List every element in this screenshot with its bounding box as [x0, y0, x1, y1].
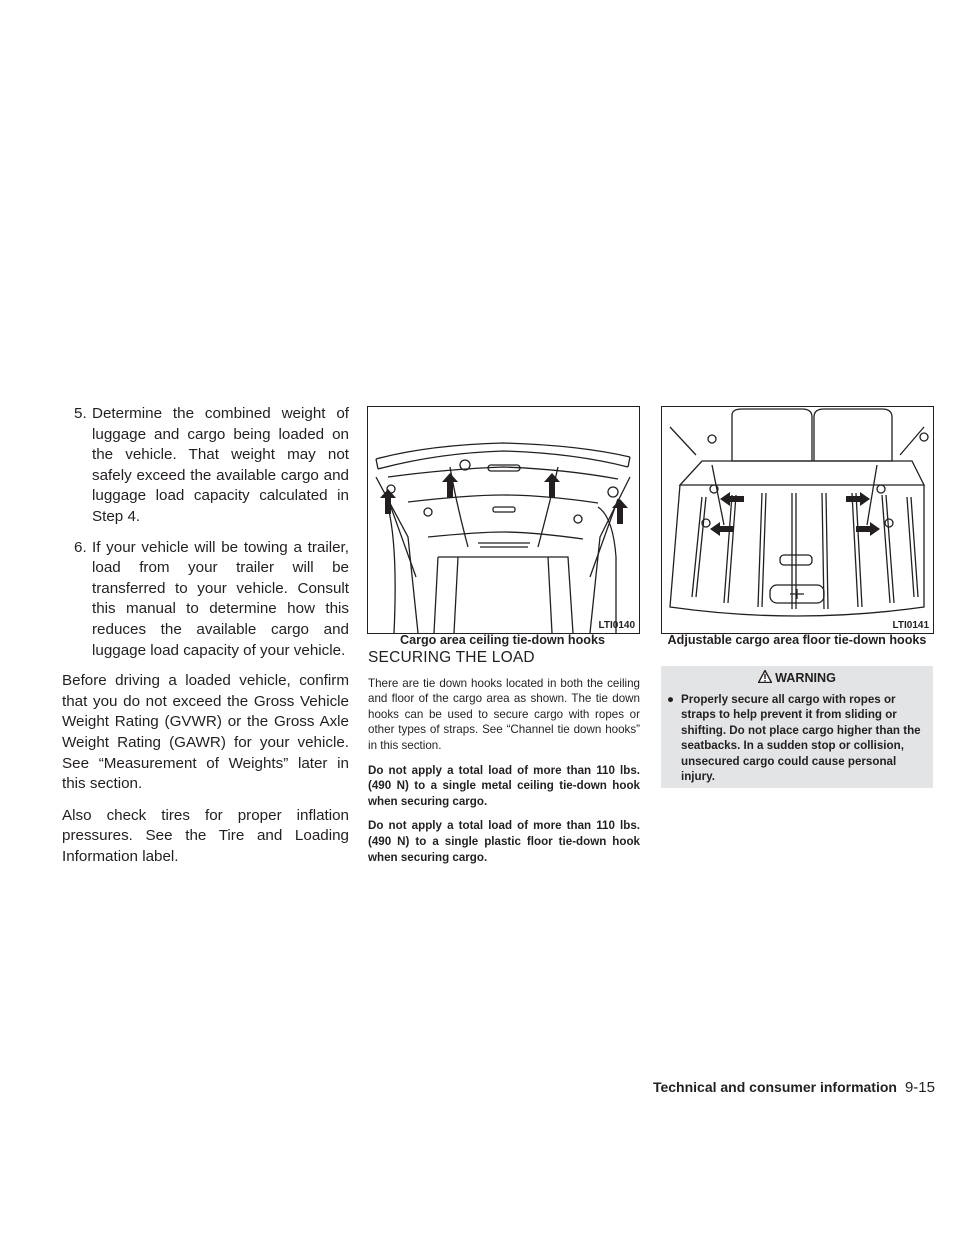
- arrow-icons: [380, 473, 628, 524]
- step-6: [62, 538, 349, 662]
- warning-header: [661, 670, 933, 685]
- step-number: 5.: [74, 405, 87, 422]
- warning-title: WARNING: [775, 671, 836, 685]
- figure-code: LTI0141: [892, 620, 929, 631]
- footer-section-title: Technical and consumer information: [652, 1079, 897, 1095]
- step-5: [62, 404, 349, 528]
- ceiling-illustration: [368, 407, 639, 633]
- figure-floor-hooks: [661, 406, 934, 634]
- figure-caption: Cargo area ceiling tie-down hooks: [399, 633, 606, 647]
- warning-box: [661, 666, 933, 788]
- figure-code: LTI0140: [598, 620, 635, 631]
- step-text: Determine the combined weight of luggage and cargo being loaded on the vehicle. That weight may not safely exceed the available cargo and luggage load capacity calculated in Step 4.: [92, 405, 349, 525]
- figure-ceiling-hooks: [367, 406, 640, 634]
- paragraph-tires: Also check tires for proper inflation pressures. See the Tire and Loading Information label.: [62, 806, 349, 865]
- figure-caption: Adjustable cargo area floor tie-down hooks: [667, 633, 927, 647]
- paragraph-confirm: Before driving a loaded vehicle, confirm that you do not exceed the Gross Vehicle Weight Rating (GVWR) or the Gross Axle Weight Rating (GAWR) for your vehicle. See “Measurement of Weights” later in this section.: [62, 672, 349, 793]
- warning-text: Properly secure all cargo with ropes or straps to help prevent it from sliding or shifting. Do not place cargo higher than the seatbacks. In a sudden stop or collision, unsecured cargo could cause personal injury.: [681, 693, 921, 784]
- section-heading: SECURING THE LOAD: [368, 649, 535, 666]
- page-footer: [0, 1079, 935, 1096]
- load-limit-ceiling: Do not apply a total load of more than 110 lbs. (490 N) to a single metal ceiling tie-down hook when securing cargo.: [368, 763, 640, 808]
- left-column: [62, 404, 349, 878]
- warning-triangle-icon: [758, 670, 772, 683]
- section-intro: There are tie down hooks located in both the ceiling and floor of the cargo area as shown. The tie down hooks can be used to secure cargo with ropes or other types of straps. See “Channel tie down hooks” in this section.: [368, 676, 640, 752]
- step-text: If your vehicle will be towing a trailer, load from your trailer will be transferred to your vehicle. Consult this manual to determine how this reduces the available cargo and luggage load capacity of your vehicle.: [92, 538, 349, 659]
- page-number: 9-15: [904, 1079, 935, 1096]
- middle-column: [368, 650, 640, 874]
- warning-item: [667, 692, 929, 784]
- bullet-icon: ●: [667, 693, 675, 706]
- load-limit-floor: Do not apply a total load of more than 110 lbs. (490 N) to a single plastic floor tie-down hook when securing cargo.: [368, 819, 640, 864]
- step-number: 6.: [74, 538, 87, 556]
- floor-illustration: [662, 407, 933, 633]
